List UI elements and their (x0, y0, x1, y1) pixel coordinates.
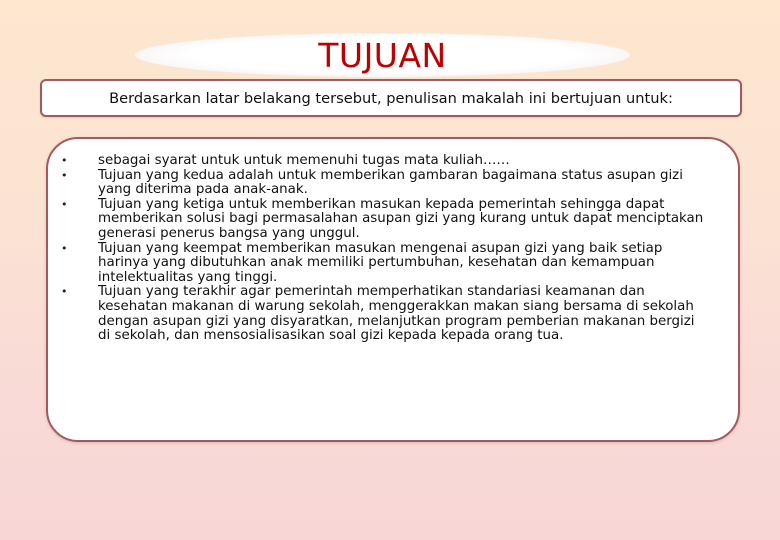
intro-box (40, 79, 742, 117)
list-item-text: Tujuan yang terakhir agar pemerintah memperhatikan standariasi keamanan dan kesehatan makanan di warung sekolah, menggerakkan makan siang bersama di sekolah dengan asupan gizi yang disyaratkan, melanjutkan program pemberian makanan bergizi di sekolah, dan mensosialisasikan soal gizi kepada kepada orang tua. (98, 284, 695, 344)
list-item-text: sebagai syarat untuk untuk memenuhi tugas mata kuliah…… (98, 153, 510, 168)
bullet-dot: • (61, 285, 68, 299)
list-item-text: Tujuan yang kedua adalah untuk memberikan gambaran bagaimana status asupan gizi yang diterima pada anak-anak. (98, 167, 683, 198)
bullet-dot: • (61, 168, 68, 182)
intro-text: Berdasarkan latar belakang tersebut, penulisan makalah ini bertujuan untuk: (109, 89, 673, 107)
bullet-dot: • (61, 197, 68, 211)
list-item (48, 169, 738, 198)
bullet-dot: • (61, 241, 68, 255)
list-item (48, 198, 738, 242)
page-title: TUJUAN (318, 35, 447, 75)
list-item (48, 154, 738, 169)
bullet-list (48, 154, 738, 344)
content-box (46, 137, 740, 442)
list-item-text: Tujuan yang keempat memberikan masukan mengenai asupan gizi yang baik setiap harinya yang dibutuhkan anak memiliki pertumbuhan, kesehatan dan kemampuan intelektualitas yang tinggi. (98, 240, 663, 285)
list-item (48, 285, 738, 343)
list-item-text: Tujuan yang ketiga untuk memberikan masukan kepada pemerintah sehingga dapat memberikan solusi bagi permasalahan asupan gizi yang kurang untuk dapat menciptakan generasi penerus bangsa yang unggul. (98, 196, 704, 241)
bullet-dot: • (61, 154, 68, 167)
list-item (48, 242, 738, 286)
title-banner (135, 33, 630, 77)
